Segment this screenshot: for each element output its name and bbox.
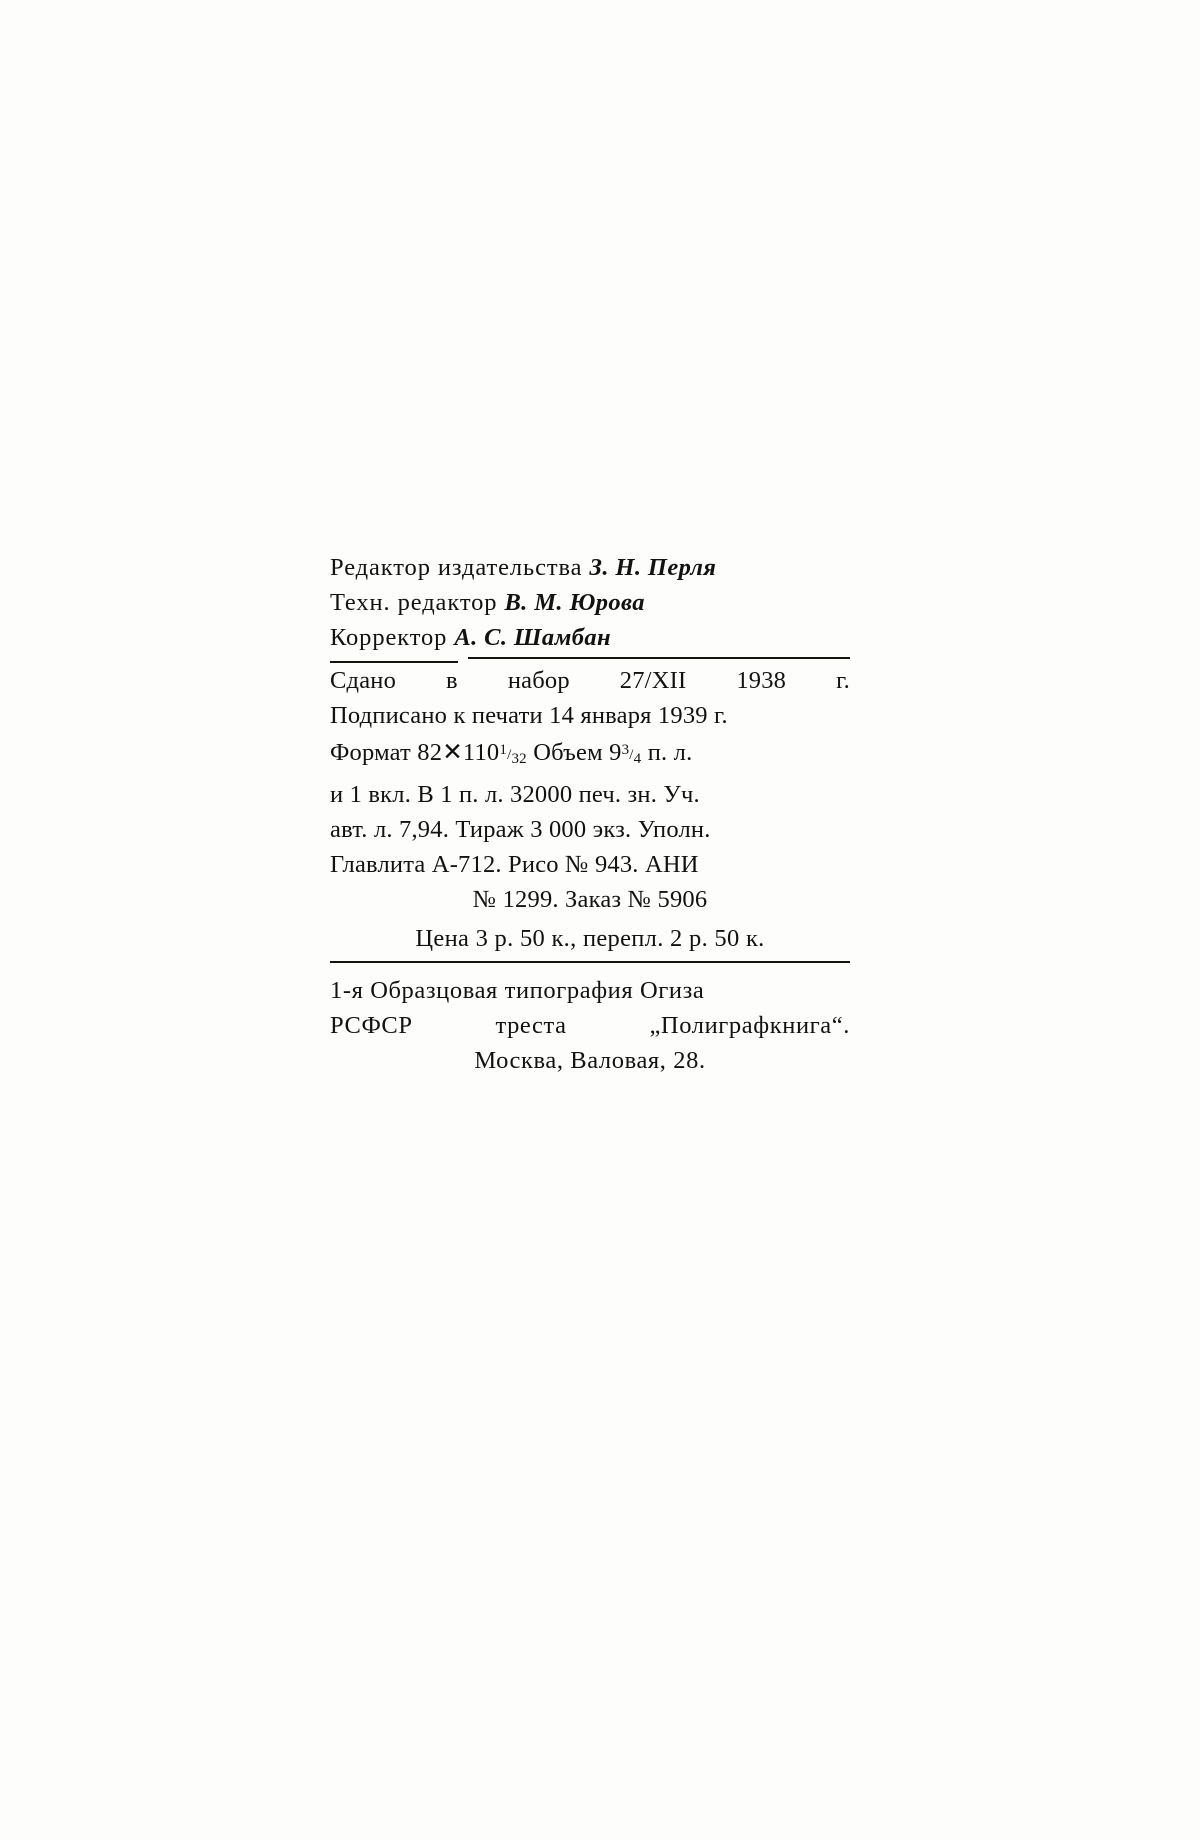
printer-name-line: 1-я Образцовая типография Огиза (330, 977, 705, 1004)
format-volume-line (330, 733, 850, 777)
format-label: Формат (330, 739, 411, 766)
format-fraction-slash: / (507, 747, 512, 763)
printer-trust-line (330, 1008, 850, 1043)
divider-segment-right (468, 657, 850, 659)
glavlit-line: Главлита А-712. Рисо № 943. АНИ (330, 851, 699, 878)
production-block (330, 663, 850, 917)
typeset-word-3: набор (507, 667, 570, 694)
credits-block (330, 550, 850, 655)
tech-editor-line (330, 585, 850, 620)
format-fraction-numerator: 1 (499, 742, 508, 758)
volume-value: 9 (609, 739, 622, 766)
price-line: Цена 3 р. 50 к., перепл. 2 р. 50 к. (415, 925, 765, 952)
volume-units: п. л. (647, 739, 693, 766)
volume-fraction-denominator: 4 (633, 751, 642, 767)
printer-republic: РСФСР (330, 1012, 413, 1039)
printer-trust-label: треста (495, 1012, 567, 1039)
format-fraction-denominator: 32 (511, 751, 527, 767)
corrector-label: Корректор (330, 624, 448, 651)
print-signed-line: Подписано к печати 14 января 1939 г. (330, 702, 728, 729)
author-sheets-print-run-line: авт. л. 7,94. Тираж 3 000 экз. Уполн. (330, 816, 711, 843)
typeset-date-line (330, 663, 850, 698)
divider-rule-lower (330, 961, 850, 963)
sheets-signs-line: и 1 вкл. В 1 п. л. 32000 печ. зн. Уч. (330, 781, 700, 808)
typeset-year-suffix: г. (836, 667, 850, 694)
divider-rule-upper (330, 655, 850, 663)
format-value: 82✕110 (417, 739, 500, 766)
volume-label: Объем (533, 739, 603, 766)
printer-block (330, 973, 850, 1078)
typeset-word-1: Сдано (330, 667, 397, 694)
editor-name: З. Н. Перля (589, 554, 717, 581)
printer-trust-name: „Полиграфкнига“. (649, 1012, 850, 1039)
printer-address-line: Москва, Валовая, 28. (474, 1047, 706, 1074)
volume-fraction-slash: / (629, 747, 634, 763)
volume-fraction-numerator: 3 (621, 742, 630, 758)
corrector-name: А. С. Шамбан (454, 624, 612, 651)
colophon-block (330, 550, 850, 1078)
editor-label: Редактор издательства (330, 554, 583, 581)
tech-editor-name: В. М. Юрова (504, 589, 645, 616)
price-block (330, 921, 850, 956)
typeset-date: 27/XII (619, 667, 687, 694)
order-number-line: № 1299. Заказ № 5906 (472, 886, 708, 913)
tech-editor-label: Техн. редактор (330, 589, 498, 616)
typeset-word-2: в (446, 667, 458, 694)
editor-line (330, 550, 850, 585)
corrector-line (330, 620, 850, 655)
typeset-year: 1938 (736, 667, 787, 694)
